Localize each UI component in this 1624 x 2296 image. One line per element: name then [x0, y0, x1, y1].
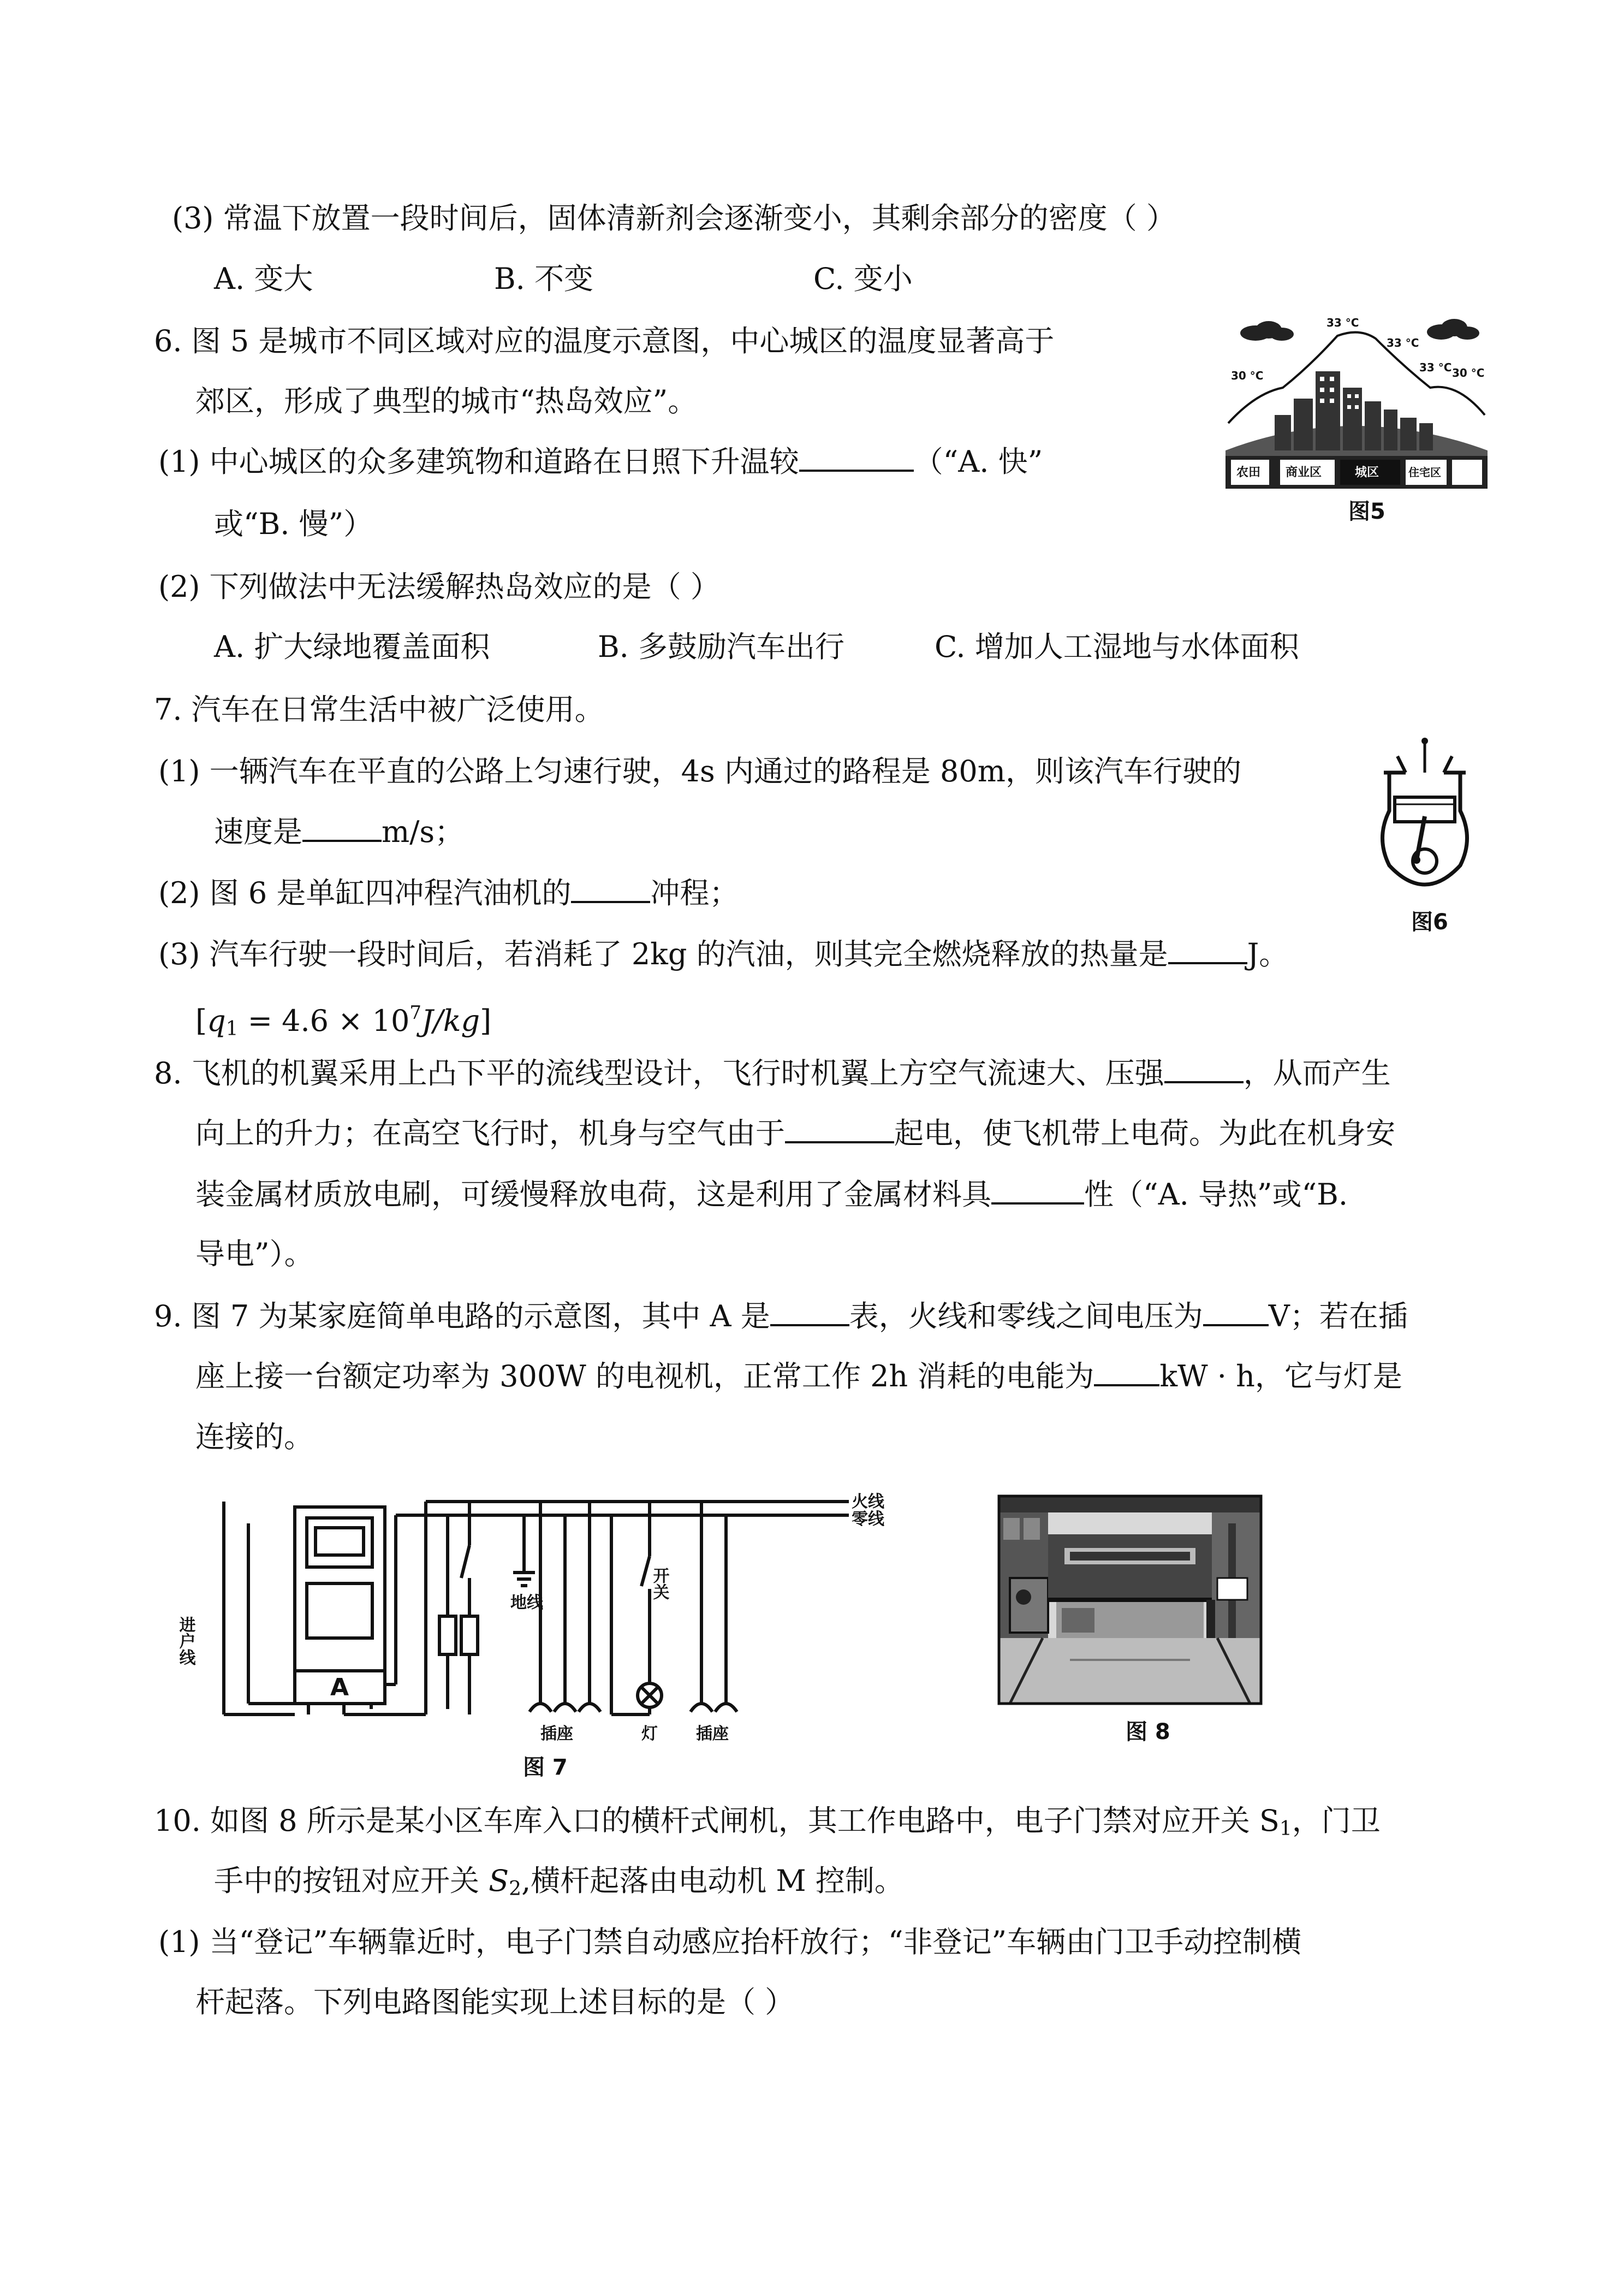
q6-part1-text: (1) 中心城区的众多建筑物和道路在日照下升温较	[158, 444, 799, 479]
figure-6-caption: 图6	[1411, 910, 1448, 935]
q10-part1: (1) 当“登记”车辆靠近时，电子门禁自动感应抬杆放行；“非登记”车辆由门卫手动控制横	[158, 1925, 1302, 1959]
region-label-1: 农田	[1236, 466, 1261, 479]
q7-part2	[158, 874, 739, 912]
figure-6-engine-cylinder	[1373, 734, 1477, 915]
q8-line2	[195, 1114, 1395, 1153]
temp-label-5: 30 °C	[1452, 366, 1485, 379]
q6-intro-line2: 郊区，形成了典型的城市“热岛效应”。	[195, 384, 698, 418]
temp-label-1: 33 °C	[1326, 316, 1359, 329]
q10-line1-text: 10. 如图 8 所示是某小区车库入口的横杆式闸机，其工作电路中，电子门禁对应开关 S	[154, 1803, 1280, 1838]
q7-part3-text: (3) 汽车行驶一段时间后，若消耗了 2kg 的汽油，则其完全燃烧释放的热量是	[158, 937, 1168, 971]
figure-8-garage-gate-photo	[999, 1496, 1261, 1704]
label-switch: 开关	[650, 1567, 669, 1600]
label-meter-A: A	[330, 1674, 349, 1701]
formula-q: q	[207, 1004, 226, 1038]
q7-part3	[158, 935, 1288, 974]
temp-label-2: 33 °C	[1387, 336, 1419, 349]
answer-blank[interactable]	[1164, 1054, 1244, 1083]
q8-line3-suffix: 性（“A. 导热”或“B.	[1084, 1177, 1348, 1212]
q5-option-b: B. 不变	[494, 262, 594, 296]
q7-part2-suffix: 冲程；	[650, 876, 739, 910]
formula-value: = 4.6 × 10	[238, 1004, 410, 1038]
q7-part3-unit: J。	[1247, 937, 1289, 971]
q5-option-c: C. 变小	[813, 262, 913, 296]
q8-line3	[195, 1175, 1348, 1214]
label-inlet-wire: 进户线	[176, 1616, 195, 1665]
q6-option-a: A. 扩大绿地覆盖面积	[214, 630, 490, 664]
answer-blank[interactable]	[1168, 935, 1247, 964]
q7-part1-cont	[214, 812, 464, 851]
q6-option-c: C. 增加人工湿地与水体面积	[935, 630, 1299, 664]
q6-part1-cont: 或“B. 慢”）	[214, 507, 373, 541]
q8-line4: 导电”）。	[195, 1237, 314, 1271]
q9-line1-mid: 表，火线和零线之间电压为	[849, 1299, 1203, 1333]
answer-blank[interactable]	[991, 1175, 1084, 1205]
q7-part1-unit: m/s；	[382, 815, 465, 849]
formula-sub: 1	[225, 1018, 239, 1040]
q8-line2-suffix: 起电，使飞机带上电荷。为此在机身安	[894, 1116, 1395, 1150]
label-live-wire: 火线	[852, 1492, 884, 1511]
answer-blank[interactable]	[1094, 1357, 1159, 1386]
q9-line2-suffix: kW · h，它与灯是	[1159, 1359, 1402, 1393]
q8-line1-suffix: ，从而产生	[1243, 1056, 1391, 1090]
answer-blank[interactable]	[785, 1114, 894, 1143]
q9-line1-suffix: V；若在插	[1268, 1299, 1408, 1333]
q5-option-a: A. 变大	[214, 262, 313, 296]
q8-line1	[154, 1054, 1391, 1093]
q10-line2	[214, 1862, 904, 1908]
answer-blank[interactable]	[571, 874, 650, 903]
formula-exp: 7	[409, 1002, 421, 1024]
label-socket-1: 插座	[540, 1724, 573, 1743]
q8-line2-text: 向上的升力；在高空飞行时，机身与空气由于	[195, 1116, 785, 1150]
q6-option-b: B. 多鼓励汽车出行	[598, 630, 845, 664]
q6-part2: (2) 下列做法中无法缓解热岛效应的是（ ）	[158, 569, 720, 604]
region-label-2: 商业区	[1286, 466, 1322, 479]
q8-line3-text: 装金属材质放电刷，可缓慢释放电荷，这是利用了金属材料具	[195, 1177, 991, 1212]
q10-s1-sub: 1	[1279, 1818, 1292, 1840]
figure-7-caption: 图 7	[523, 1755, 568, 1780]
q8-line1-text: 8. 飞机的机翼采用上凸下平的流线型设计，飞行时机翼上方空气流速大、压强	[154, 1056, 1164, 1090]
region-label-3: 城区	[1355, 466, 1379, 479]
figure-7-household-circuit	[176, 1485, 884, 1747]
q7-part1-prefix: 速度是	[214, 815, 302, 849]
region-label-4: 住宅区	[1408, 466, 1441, 479]
q9-line1	[154, 1297, 1408, 1336]
q10-s2-symbol: S	[489, 1864, 509, 1898]
figure-8-caption: 图 8	[1126, 1719, 1170, 1745]
q6-part1-choice: （“A. 快”	[913, 444, 1043, 479]
q5-part3: (3) 常温下放置一段时间后，固体清新剂会逐渐变小，其剩余部分的密度（ ）	[172, 201, 1176, 235]
q7-part1: (1) 一辆汽车在平直的公路上匀速行驶，4s 内通过的路程是 80m，则该汽车行驶的	[158, 754, 1241, 788]
q7-intro: 7. 汽车在日常生活中被广泛使用。	[154, 692, 604, 727]
label-lamp: 灯	[641, 1724, 658, 1743]
label-neutral-wire: 零线	[852, 1510, 884, 1529]
answer-blank[interactable]	[770, 1297, 849, 1326]
q10-line2-text: 手中的按钮对应开关	[214, 1864, 489, 1898]
q10-line1	[154, 1802, 1381, 1848]
answer-blank[interactable]	[799, 442, 914, 472]
temp-label-4: 30 °C	[1231, 369, 1264, 382]
q9-line1-text: 9. 图 7 为某家庭简单电路的示意图，其中 A 是	[154, 1299, 770, 1333]
q10-s2-sub: 2	[509, 1878, 522, 1900]
q10-part1-cont: 杆起落。下列电路图能实现上述目标的是（ ）	[195, 1985, 795, 2019]
q6-part1	[158, 442, 1043, 481]
temp-label-3: 33 °C	[1419, 361, 1452, 374]
label-ground-wire: 地线	[510, 1593, 543, 1612]
answer-blank[interactable]	[302, 812, 382, 842]
q7-part2-text: (2) 图 6 是单缸四冲程汽油机的	[158, 876, 572, 910]
q9-line2-text: 座上接一台额定功率为 300W 的电视机，正常工作 2h 消耗的电能为	[195, 1359, 1094, 1393]
figure-5-caption: 图5	[1348, 499, 1385, 524]
q9-line3: 连接的。	[195, 1420, 313, 1454]
answer-blank[interactable]	[1203, 1297, 1269, 1326]
q10-line1-suffix: ，门卫	[1292, 1803, 1381, 1838]
formula-unit: J/kg	[421, 1004, 480, 1038]
q6-intro-line1: 6. 图 5 是城市不同区域对应的温度示意图，中心城区的温度显著高于	[154, 324, 1055, 358]
q7-formula: $[q_1 = 4.6 \times 10^7J/kg]$	[195, 1002, 492, 1040]
q10-line2-suffix: ,横杆起落由电动机 M 控制。	[521, 1864, 904, 1898]
label-socket-2: 插座	[696, 1724, 729, 1743]
q9-line2	[195, 1357, 1402, 1396]
